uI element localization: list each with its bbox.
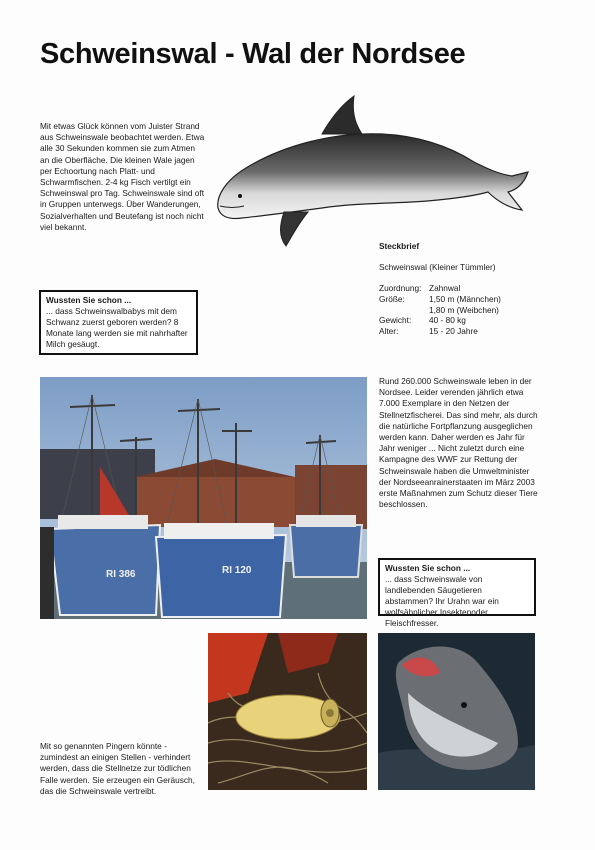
info-box-babies [39,290,198,355]
steckbrief-value: 1,50 m (Männchen) [429,293,501,304]
porpoise-photo [378,633,535,790]
harbor-photo [40,377,367,619]
info-box-heading: Wussten Sie schon ... [385,563,471,573]
info-box-text: ... dass Schweinswale von landlebenden Säugetieren abstammen? Ihr Urahn war ein wolfsähnlicher Insektenoder Fleischfresser. [385,574,499,628]
info-box-text: ... dass Schweinswalbabys mit dem Schwanz zuerst geboren werden? 8 Monate lang werden sie mit nahrhafter Milch gesäugt. [46,306,188,349]
population-paragraph: Rund 260.000 Schweinswale leben in der Nordsee. Leider verenden jährlich etwa 7.000 Exemplare in den Netzen der Stellnetzfischerei. Das sind mehr, als durch die natürliche Fortpflanzung ausgeglichen werden kann. Daher werden es Jahr für Jahr weniger ... Nicht zuletzt durch eine Kampagne des WWF zur Rettung der Schweinswale haben die Umweltminister der Nordseeanrainerstaaten im März 2003 erste Maßnahmen zum Schutz dieser Tiere beschlossen. [379,376,538,510]
steckbrief-row [379,326,559,337]
pinger-paragraph: Mit so genannten Pingern könnte - zumindest an einigen Stellen - verhindert werden, dass die Stellnetze zur tödlichen Falle werden. Sie erzeugen ein Geräusch, das die Schweinswale vertreibt. [40,741,195,796]
boat-label: RI 120 [222,565,252,576]
steckbrief-species-name: Schweinswal (Kleiner Tümmler) [379,262,496,272]
info-box-heading: Wussten Sie schon ... [46,295,132,305]
steckbrief-row [379,294,559,305]
steckbrief-value: 15 - 20 Jahre [429,326,478,337]
steckbrief-key: Alter: [379,326,399,337]
steckbrief-row [379,315,559,326]
steckbrief-key: Gewicht: [379,315,412,326]
steckbrief-key: Zuordnung: [379,283,422,293]
page-title: Schweinswal - Wal der Nordsee [40,38,466,70]
intro-paragraph: Mit etwas Glück können vom Juister Strand aus Schweinswale beobachtet werden. Etwa alle 30 Sekunden kommen sie zum Atmen an die Oberfläche. Die kleinen Wale jagen per Echoortung nach Platt- und Schwarmfischen. 2-4 kg Fisch vertilgt ein Schweinswal pro Tag. Schweinswale sind oft in Gruppen unterwegs. Über Wanderungen, Sozialverhalten und Beutefang ist noch nicht viel bekannt. [40,121,205,232]
steckbrief-row [379,283,559,294]
steckbrief-section [379,241,559,337]
steckbrief-table [379,283,559,337]
steckbrief-row [379,305,559,316]
pinger-photo [208,633,367,790]
steckbrief-key: Größe: [379,293,405,304]
steckbrief-value: 40 - 80 kg [429,315,466,326]
steckbrief-value: 1,80 m (Weibchen) [429,304,499,315]
porpoise-illustration [212,92,532,250]
steckbrief-key [379,305,429,316]
boat-label: RI 386 [106,569,136,580]
info-box-ancestry [378,558,536,628]
steckbrief-value: Zahnwal [429,283,461,293]
steckbrief-heading: Steckbrief [379,241,420,251]
